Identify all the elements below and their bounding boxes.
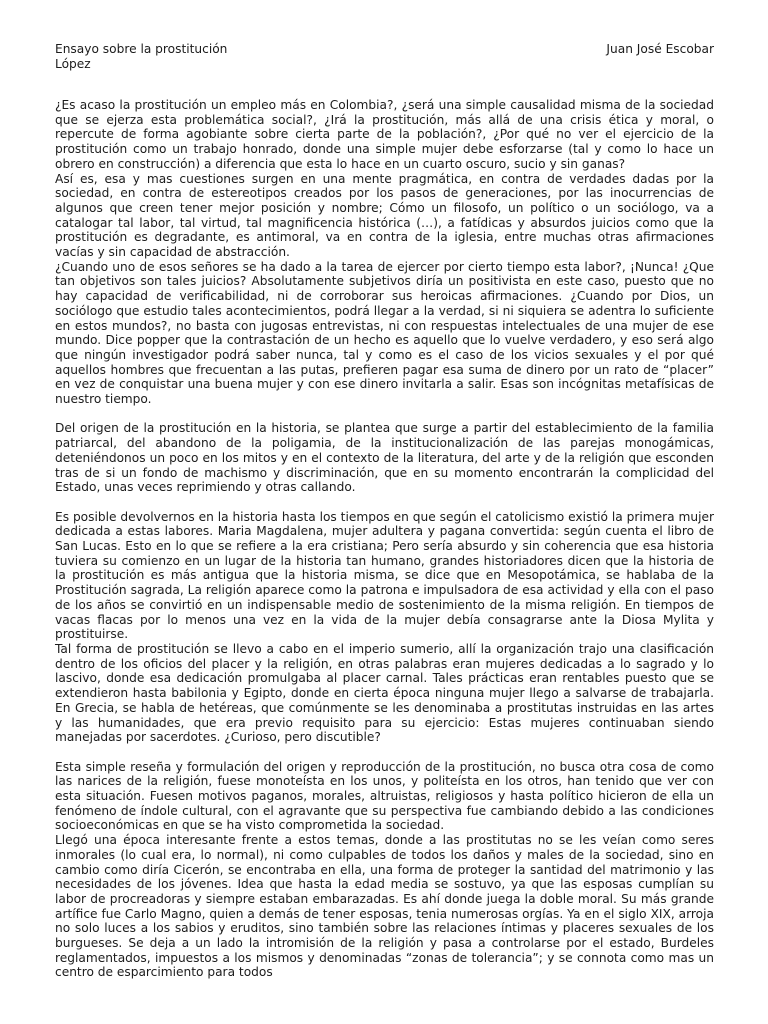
paragraph: Esta simple reseña y formulación del origen y reproducción de la prostitución, no busca otra cosa de como las narices de la religión, fuese monoteísta en los unos, y politeísta en los otros, han tenido que ver con esta situación. Fuesen motivos paganos, morales, altruistas, religiosos y hasta político hicieron de ella un fenómeno de índole cultural, con el agravante que su perspectiva fue cambiando debido a las condiciones socioeconómicas en que se ha visto comprometida la sociedad. (55, 759, 714, 833)
author-name: Juan José Escobar (606, 42, 714, 56)
paragraph: Es posible devolvernos en la historia hasta los tiempos en que según el catolicismo existió la primera mujer dedicada a estas labores. Maria Magdalena, mujer adultera y pagana convertida: según cuenta el libro de San Lucas. Esto en lo que se refiere a la era cristiana; Pero sería absurdo y sin coherencia que esa historia tuviera su comienzo en un lugar de la historia tan humano, grandes historiadores dicen que la historia de la prostitución es más antigua que la historia misma, se dice que en Mesopotámica, se hablaba de la Prostitución sagrada, La religión aparece como la patrona e impulsadora de esa actividad y ella con el paso de los años se convirtió en un indispensable medio de sostenimiento de la misma religión. En tiempos de vacas flacas por lo menos una vez en la vida de la mujer debía consagrarse ante la Diosa Mylita y prostituirse. (55, 509, 714, 642)
essay-title-line2: López (55, 56, 91, 71)
essay-title-line1: Ensayo sobre la prostitución (55, 42, 228, 56)
paragraph: Tal forma de prostitución se llevo a cabo en el imperio sumerio, allí la organización trajo una clasificación dentro de los oficios del placer y la religión, en otras palabras eran mujeres dedicadas a lo sagrado y lo lascivo, donde esa dedicación promulgaba al placer carnal. Tales prácticas eran rentables puesto que se extendieron hasta babilonia y Egipto, donde en cierta época ninguna mujer llego a salvarse de trabajarla. En Grecia, se habla de hetéreas, que comúnmente se les denominaba a prostitutas instruidas en las artes y las humanidades, que era previo requisito para su ejercicio: Estas mujeres continuaban siendo manejadas por sacerdotes. ¿Curioso, pero discutible? (55, 641, 714, 745)
essay-body (55, 98, 714, 980)
paragraph: ¿Cuando uno de esos señores se ha dado a la tarea de ejercer por cierto tiempo esta labor?, ¡Nunca! ¿Que tan objetivos son tales juicios? Absolutamente subjetivos diría un positivista en este caso, puesto que no hay capacidad de verificabilidad, ni de corroborar sus heroicas afirmaciones. ¿Cuando por Dios, un sociólogo que estudio tales acontecimientos, podrá llegar a la verdad, si ni siquiera se adentra lo suficiente en estos mundos?, no basta con jugosas entrevistas, ni con respuestas intelectuales de una mujer de ese mundo. Dice popper que la contrastación de un hecho es aquello que lo vuelve verdadero, y eso será algo que ningún investigador podrá saber nunca, tal y como es el caso de los vicios sexuales y el por qué aquellos hombres que frecuentan a las putas, prefieren pagar esa suma de dinero por un rato de “placer” en vez de conquistar una buena mujer y con ese dinero invitarla a salir. Esas son incógnitas metafísicas de nuestro tiempo. (55, 259, 714, 407)
paragraph: Llegó una época interesante frente a estos temas, donde a las prostitutas no se les veían como seres inmorales (lo cual era, lo normal), ni como culpables de todos los daños y males de la sociedad, sino en cambio como diría Cicerón, se encontraba en ella, una forma de proteger la santidad del matrimonio y las necesidades de los jóvenes. Idea que hasta la edad media se sostuvo, ya que las esposas cumplían su labor de procreadoras y siempre estaban embarazadas. Es ahí donde juega la doble moral. Su más grande artífice fue Carlo Magno, quien a demás de tener esposas, tenia numerosas orgías. Ya en el siglo XIX, arroja no solo luces a los sabios y eruditos, sino también sobre las relaciones íntimas y placeres sexuales de los burgueses. Se deja a un lado la intromisión de la religión y pasa a controlarse por el estado, Burdeles reglamentados, impuestos a los mismos y denominadas “zonas de tolerancia”; y se connota como mas un centro de esparcimiento para todos (55, 833, 714, 980)
document-header (55, 42, 714, 72)
paragraph: Así es, esa y mas cuestiones surgen en una mente pragmática, en contra de verdades dadas por la sociedad, en contra de estereotipos creados por los pasos de generaciones, por las inocurrencias de algunos que creen tener mejor posición y nombre; Cómo un filosofo, un político o un sociólogo, va a catalogar tal labor, tal virtud, tal magnificencia histórica (…), a fatídicas y absurdos juicios como que la prostitución es degradante, es antimoral, va en contra de la iglesia, entre muchas otras afirmaciones vacías y sin capacidad de abstracción. (55, 171, 714, 260)
paragraph: ¿Es acaso la prostitución un empleo más en Colombia?, ¿será una simple causalidad misma de la sociedad que se ejerza esta problemática social?, ¿Irá la prostitución, más allá de una crisis ética y moral, o repercute de forma agobiante sobre cierta parte de la población?, ¿Por qué no ver el ejercicio de la prostitución como un trabajo honrado, donde una simple mujer debe esforzarse (tal y como lo hace un obrero en construcción) a diferencia que esta lo hace en un cuarto oscuro, sucio y sin ganas? (55, 98, 714, 171)
paragraph: Del origen de la prostitución en la historia, se plantea que surge a partir del establecimiento de la familia patriarcal, del abandono de la poligamia, de la institucionalización de las parejas monogámicas, deteniéndonos un poco en los mitos y en el contexto de la literatura, del arte y de la religión que esconden tras de si un fondo de machismo y discriminación, que en su momento encontrarán la complicidad del Estado, unas veces reprimiendo y otras callando. (55, 421, 714, 495)
essay-title (55, 42, 355, 71)
